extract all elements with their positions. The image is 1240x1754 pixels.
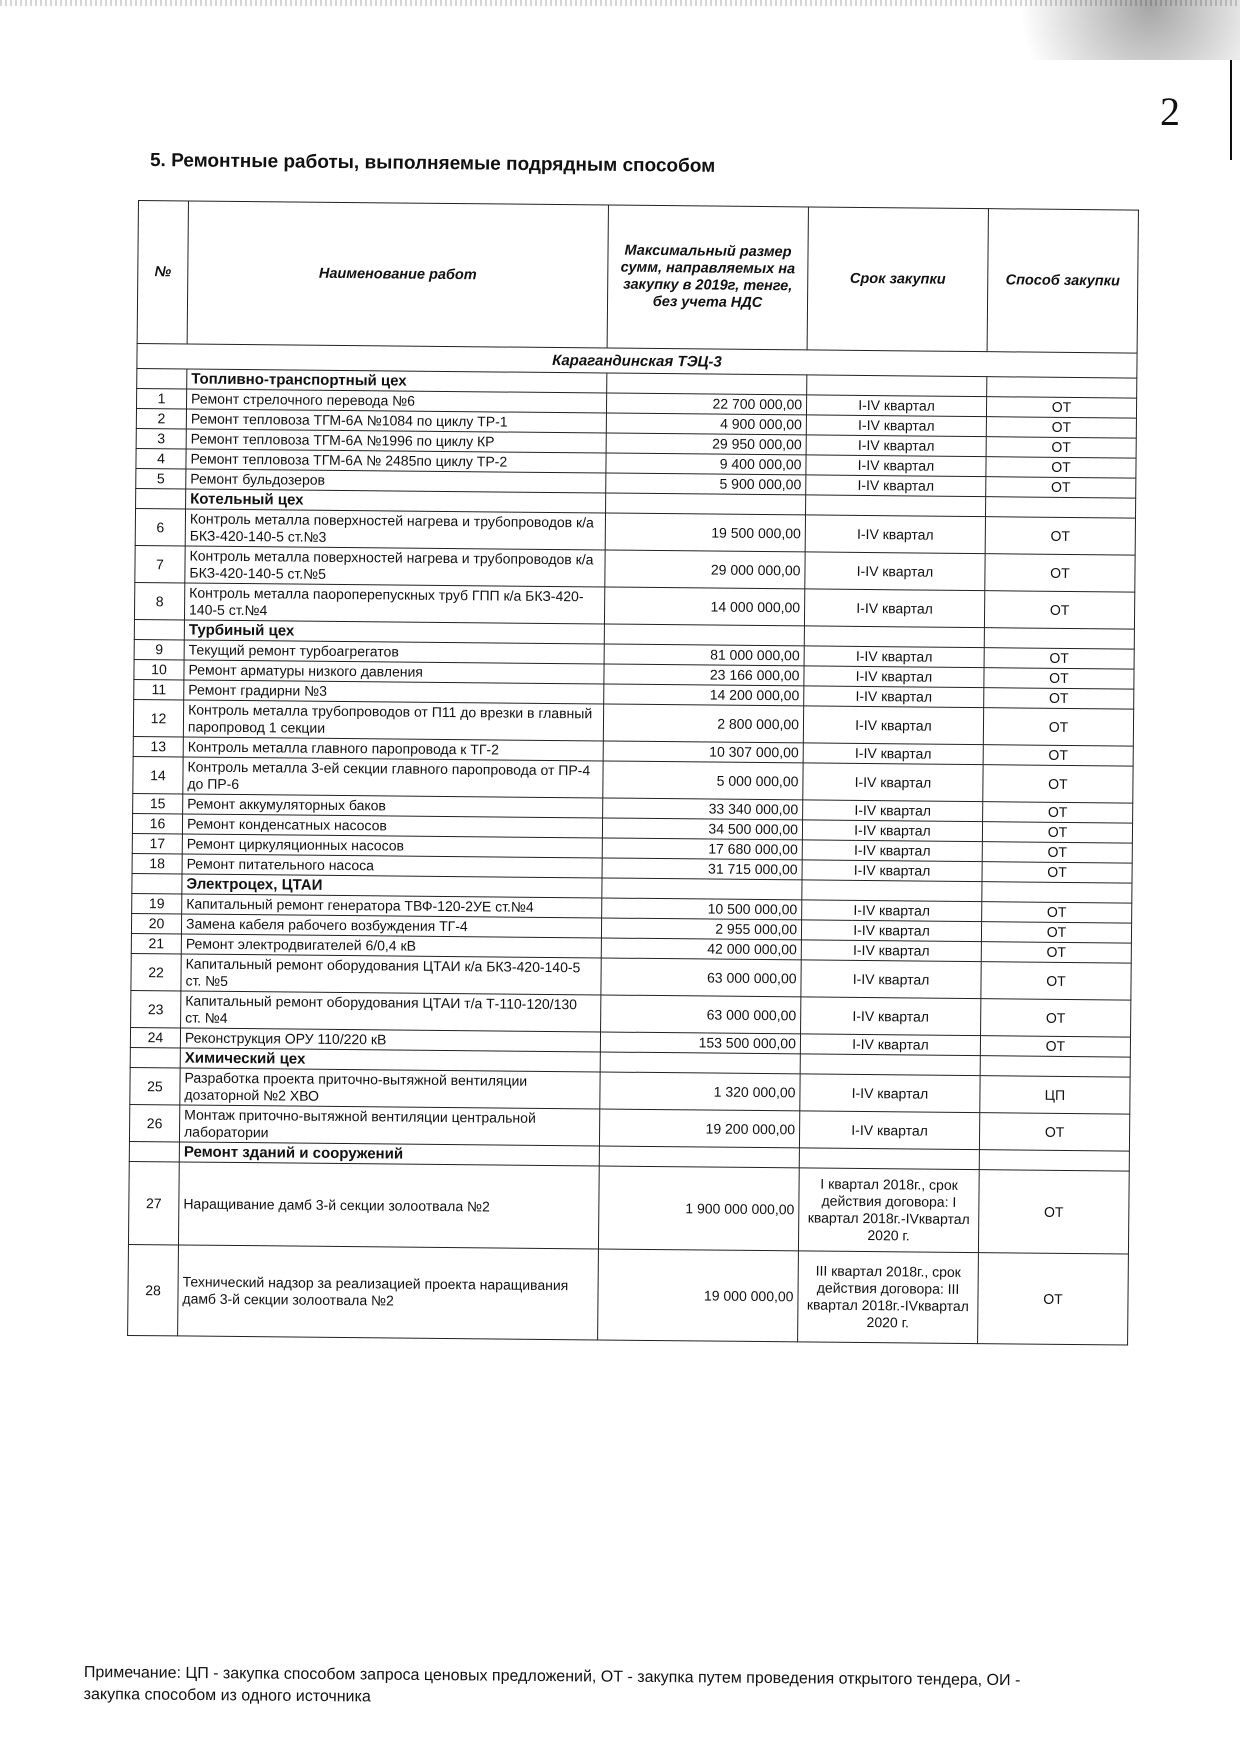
section-empty-cell <box>604 624 804 646</box>
cell-name: Технический надзор за реализацией проекта наращивания дамб 3-й секции золоотвала №2 <box>178 1245 599 1340</box>
cell-num: 1 <box>136 388 186 408</box>
cell-sum: 33 340 000,00 <box>603 798 803 820</box>
cell-sum: 5 900 000,00 <box>606 473 806 495</box>
section-empty-cell <box>602 878 802 900</box>
footnote: Примечание: ЦП - закупка способом запроса ценовых предложений, ОТ - закупка путем проведения открытого тендера, ОИ - закупка способом из одного источника <box>83 1663 1021 1706</box>
procurement-table <box>127 200 1139 1346</box>
cell-term: I-IV квартал <box>805 515 985 554</box>
cell-sum: 23 166 000,00 <box>604 664 804 686</box>
cell-sum: 2 800 000,00 <box>603 704 803 743</box>
cell-method: ОТ <box>981 999 1131 1037</box>
cell-name: Ремонт тепловоза ТГМ-6А № 2485по циклу ТР-2 <box>186 449 606 473</box>
section-empty-cell <box>979 1150 1129 1171</box>
section-name: Химический цех <box>180 1048 600 1072</box>
cell-sum: 17 680 000,00 <box>602 838 802 860</box>
cell-name: Наращивание дамб 3-й секции золоотвала №2 <box>178 1162 599 1249</box>
cell-num: 20 <box>131 913 181 933</box>
cell-method: ОТ <box>986 457 1136 478</box>
cell-name: Ремонт питательного насоса <box>182 854 602 878</box>
cell-term: I квартал 2018г., срок действия договора: I квартал 2018г.-IVквартал 2020 г. <box>798 1168 979 1253</box>
cell-num: 6 <box>135 508 185 545</box>
cell-method: ЦП <box>980 1076 1130 1114</box>
cell-num: 25 <box>130 1067 180 1104</box>
cell-term: I-IV квартал <box>801 920 981 942</box>
cell-sum: 19 000 000,00 <box>598 1249 799 1342</box>
cell-sum: 9 400 000,00 <box>606 453 806 475</box>
cell-name: Ремонт конденсатных насосов <box>182 814 602 838</box>
cell-term: I-IV квартал <box>806 475 986 497</box>
cell-term: I-IV квартал <box>806 415 986 437</box>
cell-term: I-IV квартал <box>801 997 981 1036</box>
section-num-empty <box>132 873 182 893</box>
cell-term: I-IV квартал <box>804 589 984 628</box>
cell-sum: 2 955 000,00 <box>601 918 801 940</box>
cell-method: ОТ <box>984 591 1134 629</box>
cell-term: I-IV квартал <box>803 800 983 822</box>
cell-term: I-IV квартал <box>802 840 982 862</box>
table-row <box>128 1161 1129 1254</box>
cell-sum: 1 320 000,00 <box>600 1072 800 1111</box>
cell-num: 11 <box>134 679 184 699</box>
section-name: Турбиный цех <box>184 620 604 644</box>
section-empty-cell <box>985 497 1135 518</box>
cell-term: I-IV квартал <box>803 706 983 745</box>
cell-method: ОТ <box>981 962 1131 1000</box>
cell-name: Ремонт тепловоза ТГМ-6А №1084 по циклу ТР-1 <box>186 409 606 433</box>
cell-method: ОТ <box>982 822 1132 843</box>
cell-name: Капитальный ремонт оборудования ЦТАИ к/а БКЗ-420-140-5 ст. №5 <box>181 954 601 995</box>
cell-sum: 153 500 000,00 <box>600 1032 800 1054</box>
section-num-empty <box>136 488 186 508</box>
cell-sum: 29 000 000,00 <box>605 550 805 589</box>
cell-num: 26 <box>129 1104 179 1141</box>
header-name: Наименование работ <box>187 201 608 348</box>
cell-num: 28 <box>128 1244 179 1335</box>
cell-sum: 29 950 000,00 <box>606 433 806 455</box>
section-empty-cell <box>804 626 984 648</box>
cell-method: ОТ <box>982 902 1132 923</box>
cell-sum: 22 700 000,00 <box>606 393 806 415</box>
cell-term: I-IV квартал <box>801 940 981 962</box>
cell-term: I-IV квартал <box>804 666 984 688</box>
table-row <box>128 1244 1129 1345</box>
cell-method: ОТ <box>979 1113 1129 1151</box>
cell-term: I-IV квартал <box>805 552 985 591</box>
cell-sum: 14 000 000,00 <box>604 587 804 626</box>
section-empty-cell <box>806 495 986 517</box>
cell-method: ОТ <box>983 765 1133 803</box>
cell-sum: 1 900 000 000,00 <box>598 1166 799 1251</box>
section-empty-cell <box>606 493 806 515</box>
section-empty-cell <box>799 1148 979 1170</box>
cell-name: Ремонт бульдозеров <box>186 469 606 493</box>
cell-name: Ремонт электродвигателей 6/0,4 кВ <box>181 934 601 958</box>
cell-name: Реконструкция ОРУ 110/220 кВ <box>180 1028 600 1052</box>
cell-sum: 63 000 000,00 <box>601 995 801 1034</box>
header-sum: Максимальный размер сумм, направляемых на закупку в 2019г, тенге, без учета НДС <box>607 205 808 350</box>
cell-sum: 19 200 000,00 <box>599 1109 799 1148</box>
header-method: Способ закупки <box>987 209 1138 353</box>
cell-sum: 10 500 000,00 <box>602 898 802 920</box>
cell-num: 21 <box>131 933 181 953</box>
section-name: Котельный цех <box>186 489 606 513</box>
cell-sum: 14 200 000,00 <box>604 684 804 706</box>
cell-num: 22 <box>131 953 181 990</box>
cell-method: ОТ <box>984 648 1134 669</box>
cell-name: Контроль металла главного паропровода к ТГ-2 <box>183 737 603 761</box>
cell-method: ОТ <box>981 942 1131 963</box>
cell-name: Капитальный ремонт генератора ТВФ-120-2УЕ ст.№4 <box>182 894 602 918</box>
cell-method: ОТ <box>983 745 1133 766</box>
cell-method: ОТ <box>980 1036 1130 1057</box>
cell-num: 24 <box>130 1027 180 1047</box>
cell-method: ОТ <box>985 554 1135 592</box>
section-empty-cell <box>802 880 982 902</box>
cell-name: Ремонт стрелочного перевода №6 <box>186 389 606 413</box>
cell-num: 18 <box>132 853 182 873</box>
cell-num: 23 <box>131 990 181 1027</box>
cell-num: 4 <box>136 448 186 468</box>
cell-name: Ремонт аккумуляторных баков <box>183 794 603 818</box>
cell-term: I-IV квартал <box>804 686 984 708</box>
section-num-empty <box>130 1047 180 1067</box>
cell-sum: 81 000 000,00 <box>604 644 804 666</box>
cell-num: 16 <box>132 813 182 833</box>
cell-name: Текущий ремонт турбоагрегатов <box>184 640 604 664</box>
cell-method: ОТ <box>985 517 1135 555</box>
cell-sum: 10 307 000,00 <box>603 741 803 763</box>
page-number: 2 <box>1160 89 1180 134</box>
table-header-row <box>137 201 1138 354</box>
cell-num: 9 <box>134 639 184 659</box>
cell-num: 13 <box>133 736 183 756</box>
plant-name: Карагандинская ТЭЦ-3 <box>137 343 1137 378</box>
cell-name: Контроль металла паороперепускных труб ГПП к/а БКЗ-420-140-5 ст.№4 <box>184 583 604 624</box>
cell-name: Контроль металла 3-ей секции главного паропровода от ПР-4 до ПР-6 <box>183 757 603 798</box>
cell-sum: 42 000 000,00 <box>601 938 801 960</box>
cell-num: 3 <box>136 428 186 448</box>
cell-num: 17 <box>132 833 182 853</box>
cell-name: Контроль металла трубопроводов от П11 до врезки в главный паропровод 1 секции <box>183 700 603 741</box>
cell-term: I-IV квартал <box>802 860 982 882</box>
section-num-empty <box>134 619 184 639</box>
section-empty-cell <box>984 628 1134 649</box>
cell-name: Замена кабеля рабочего возбуждения ТГ-4 <box>181 914 601 938</box>
section-empty-cell <box>607 373 807 395</box>
cell-sum: 34 500 000,00 <box>602 818 802 840</box>
cell-num: 7 <box>135 545 185 582</box>
cell-sum: 5 000 000,00 <box>603 761 803 800</box>
cell-name: Контроль металла поверхностей нагрева и трубопроводов к/а БКЗ-420-140-5 ст.№5 <box>185 546 605 587</box>
cell-term: I-IV квартал <box>803 743 983 765</box>
cell-name: Монтаж приточно-вытяжной вентиляции центральной лаборатории <box>179 1105 599 1146</box>
cell-method: ОТ <box>986 437 1136 458</box>
cell-num: 8 <box>134 582 184 619</box>
cell-method: ОТ <box>982 842 1132 863</box>
scan-noise-corner <box>940 0 1240 60</box>
cell-term: I-IV квартал <box>801 960 981 999</box>
cell-method: ОТ <box>981 922 1131 943</box>
cell-method: ОТ <box>982 862 1132 883</box>
cell-num: 10 <box>134 659 184 679</box>
section-name: Топливно-транспортный цех <box>187 369 607 393</box>
cell-num: 14 <box>133 756 183 793</box>
cell-method: ОТ <box>986 477 1136 498</box>
cell-term: I-IV квартал <box>802 900 982 922</box>
cell-term: I-IV квартал <box>806 455 986 477</box>
section-title: 5. Ремонтные работы, выполняемые подрядным способом <box>149 150 716 177</box>
cell-name: Разработка проекта приточно-вытяжной вентиляции дозаторной №2 ХВО <box>180 1068 600 1109</box>
cell-sum: 4 900 000,00 <box>606 413 806 435</box>
header-num: № <box>137 201 188 344</box>
cell-name: Ремонт тепловоза ТГМ-6А №1996 по циклу КР <box>186 429 606 453</box>
cell-term: I-IV квартал <box>806 435 986 457</box>
section-num-empty <box>137 368 187 388</box>
cell-num: 12 <box>133 699 183 736</box>
cell-term: I-IV квартал <box>800 1034 980 1056</box>
section-empty-cell <box>599 1146 799 1168</box>
section-empty-cell <box>980 1056 1130 1077</box>
cell-method: ОТ <box>984 668 1134 689</box>
section-empty-cell <box>807 375 987 397</box>
section-empty-cell <box>982 882 1132 903</box>
cell-num: 2 <box>136 408 186 428</box>
cell-method: ОТ <box>984 688 1134 709</box>
procurement-table-wrapper <box>127 200 1138 1346</box>
cell-term: I-IV квартал <box>799 1111 979 1150</box>
header-term: Срок закупки <box>807 207 988 352</box>
cell-sum: 63 000 000,00 <box>601 958 801 997</box>
cell-method: ОТ <box>983 802 1133 823</box>
cell-method: ОТ <box>986 417 1136 438</box>
section-empty-cell <box>600 1052 800 1074</box>
section-empty-cell <box>987 377 1137 398</box>
cell-term: I-IV квартал <box>804 646 984 668</box>
cell-name: Ремонт циркуляционных насосов <box>182 834 602 858</box>
cell-num: 15 <box>133 793 183 813</box>
cell-method: ОТ <box>983 708 1133 746</box>
cell-method: ОТ <box>978 1170 1129 1254</box>
cell-method: ОТ <box>986 397 1136 418</box>
cell-num: 27 <box>128 1161 179 1244</box>
cell-term: I-IV квартал <box>806 395 986 417</box>
cell-term: I-IV квартал <box>803 763 983 802</box>
table-body <box>128 343 1137 1345</box>
cell-num: 5 <box>136 468 186 488</box>
section-num-empty <box>129 1141 179 1161</box>
section-name: Электроцех, ЦТАИ <box>182 874 602 898</box>
cell-sum: 19 500 000,00 <box>605 513 805 552</box>
cell-method: ОТ <box>978 1253 1129 1345</box>
section-empty-cell <box>800 1054 980 1076</box>
section-name: Ремонт зданий и сооружений <box>179 1142 599 1166</box>
cell-name: Капитальный ремонт оборудования ЦТАИ т/а Т-110-120/130 ст. №4 <box>181 991 601 1032</box>
cell-num: 19 <box>132 893 182 913</box>
cell-name: Ремонт градирни №3 <box>184 680 604 704</box>
scan-edge-line <box>1230 60 1232 160</box>
cell-term: I-IV квартал <box>800 1074 980 1113</box>
cell-term: III квартал 2018г., срок действия договора: III квартал 2018г.-IVквартал 2020 г. <box>798 1251 979 1344</box>
cell-name: Ремонт арматуры низкого давления <box>184 660 604 684</box>
cell-name: Контроль металла поверхностей нагрева и трубопроводов к/а БКЗ-420-140-5 ст.№3 <box>185 509 605 550</box>
cell-term: I-IV квартал <box>802 820 982 842</box>
cell-sum: 31 715 000,00 <box>602 858 802 880</box>
